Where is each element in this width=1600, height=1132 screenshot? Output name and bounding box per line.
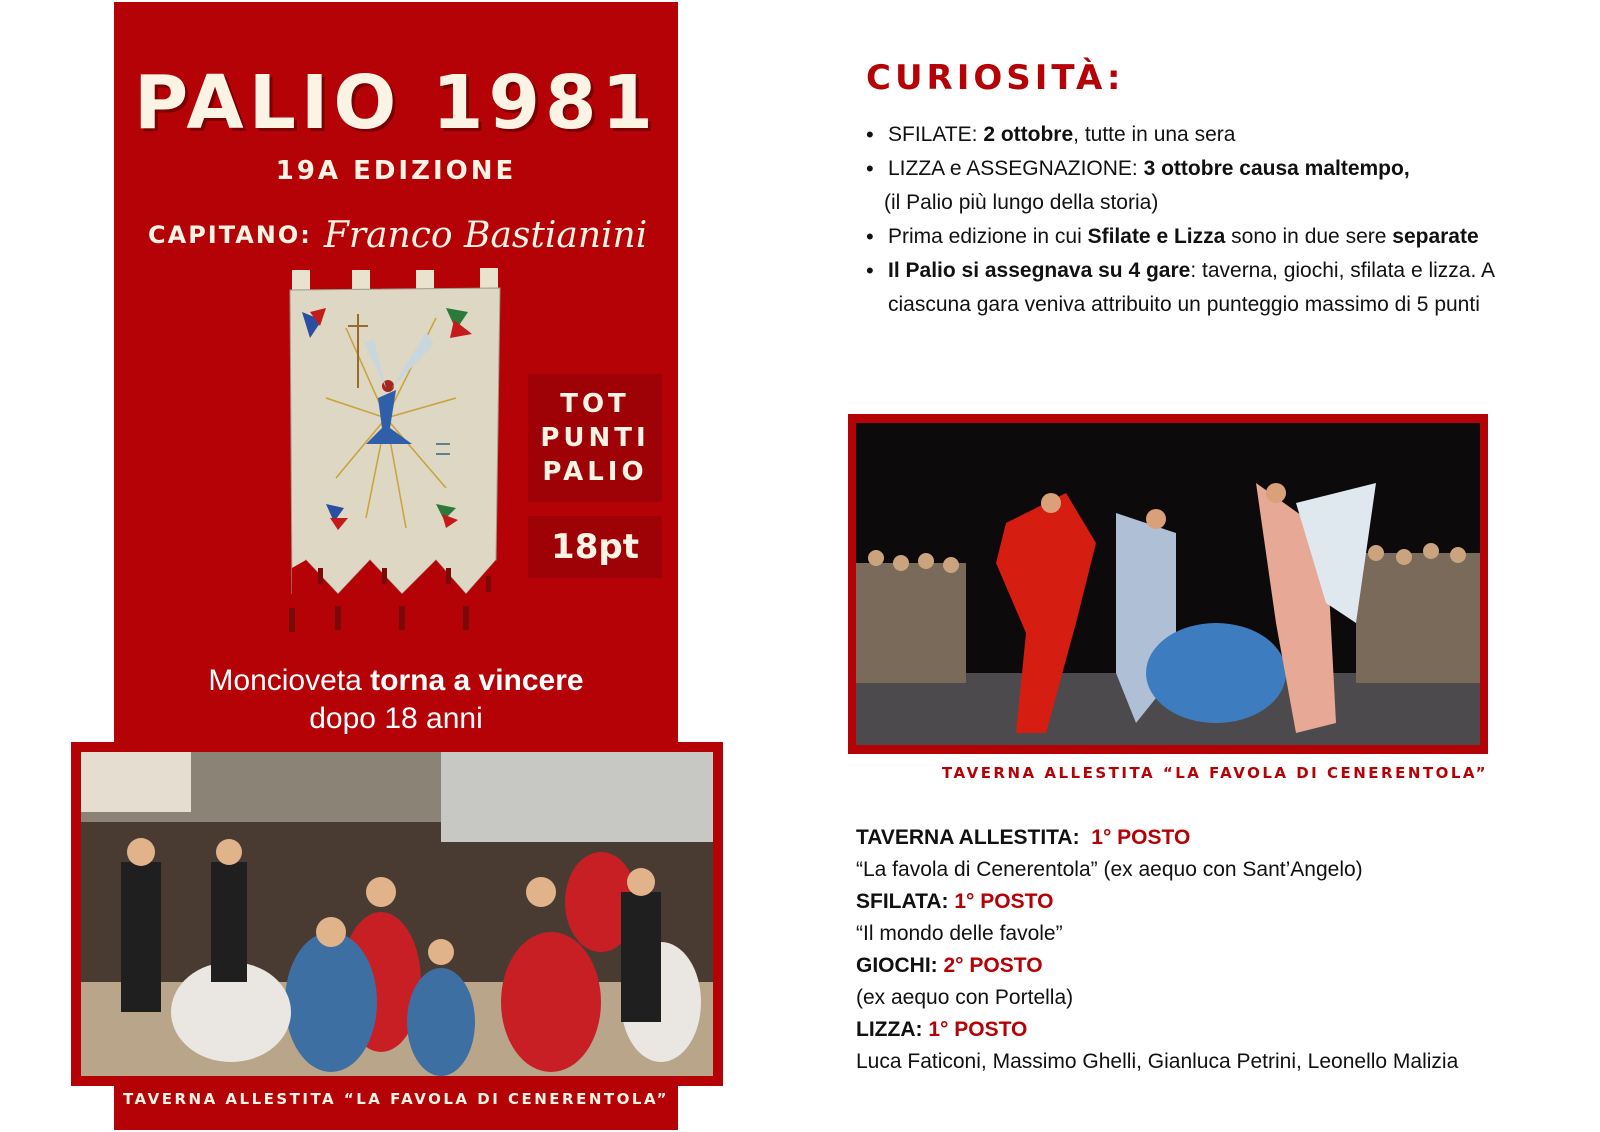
dance-performance-photo [856,423,1480,745]
win-text-part: dopo 18 anni [309,702,483,735]
curiosita-text: sono in due sere [1225,225,1393,248]
win-statement [114,662,678,738]
result-category: SFILATA: [856,890,955,913]
curiosita-bold-text: separate [1392,225,1479,248]
curiosita-text: LIZZA e ASSEGNAZIONE: [888,157,1144,180]
points-label-line: TOT [560,389,630,419]
result-detail: (ex aequo con Portella) [856,986,1074,1009]
total-points-box [528,516,662,578]
palio-banner-image [286,268,506,648]
right-photo-caption: TAVERNA ALLESTITA “LA FAVOLA DI CENERENTOLA” [941,764,1488,782]
points-label-line: PUNTI [540,423,650,453]
curiosita-text: SFILATE: [888,123,984,146]
poster-title: PALIO 1981 [133,60,659,146]
result-detail: Luca Faticoni, Massimo Ghelli, Gianluca Petrini, Leonello Malizia [856,1050,1459,1073]
curiosita-item [866,254,1506,322]
result-heading [856,950,1536,982]
curiosita-text: , tutte in una sera [1073,123,1236,146]
edition-label: 19A EDIZIONE [275,156,517,186]
total-points-value: 18pt [551,527,639,567]
result-heading [856,1014,1536,1046]
result-category: TAVERNA ALLESTITA: [856,826,1092,849]
results-section [856,822,1536,1078]
result-heading [856,886,1536,918]
result-place: 1° POSTO [928,1018,1028,1041]
left-photo-caption: TAVERNA ALLESTITA “LA FAVOLA DI CENERENTOLA” [122,1090,670,1108]
result-heading [856,822,1536,854]
curiosita-bold-text: 3 ottobre causa maltempo, [1143,157,1410,180]
captain-row [148,210,668,260]
curiosita-list [866,118,1506,322]
captain-name: Franco Bastianini [323,214,648,256]
result-place: 2° POSTO [943,954,1043,977]
win-text-bold: torna a vincere [370,664,584,697]
curiosita-item [866,220,1506,254]
total-points-label [528,374,662,502]
curiosita-text: : taverna, giochi, sfilata e lizza. A ciascuna gara veniva attribuito un punteggio massimo di 5 punti [888,259,1494,316]
result-detail: “La favola di Cenerentola” (ex aequo con Sant’Angelo) [856,858,1363,881]
curiosita-item [866,186,1506,220]
result-place: 1° POSTO [1091,826,1191,849]
result-place: 1° POSTO [954,890,1054,913]
result-category: GIOCHI: [856,954,944,977]
result-detail: “Il mondo delle favole” [856,922,1063,945]
curiosita-text: (il Palio più lungo della storia) [884,191,1159,214]
result-category: LIZZA: [856,1018,929,1041]
curiosita-item [866,152,1506,186]
win-text-part: Moncioveta [208,664,371,697]
points-label-line: PALIO [542,457,648,487]
curiosita-bold-text: Sfilate e Lizza [1087,225,1226,248]
curiosita-text: Prima edizione in cui [888,225,1088,248]
curiosita-item [866,118,1506,152]
taverna-dance-photo [81,752,713,1076]
curiosita-bold-text: 2 ottobre [983,123,1074,146]
captain-label: CAPITANO: [148,221,312,249]
curiosita-heading: CURIOSITÀ: [866,58,1125,98]
curiosita-bold-text: Il Palio si assegnava su 4 gare [888,259,1191,282]
